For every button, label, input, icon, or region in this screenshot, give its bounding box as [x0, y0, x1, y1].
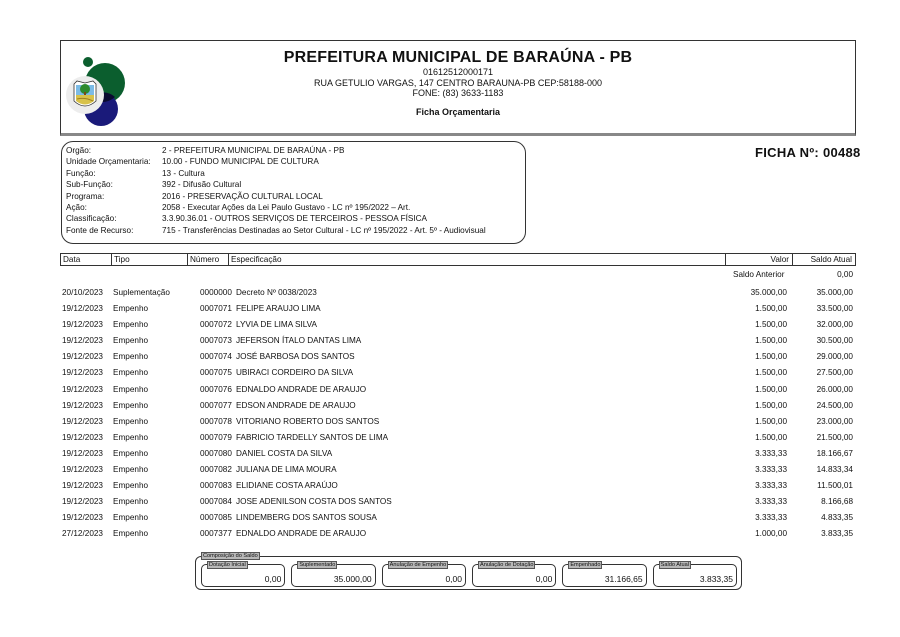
ficha-number — [755, 145, 861, 160]
composicao-cell-label: Suplementado — [299, 562, 336, 568]
row-balance: 18.166,67 — [816, 448, 853, 458]
info-row-funcao — [66, 168, 521, 179]
column-header-especificacao: Especificação — [229, 254, 726, 265]
column-header-valor: Valor — [726, 254, 793, 265]
row-type: Empenho — [113, 384, 149, 394]
row-balance: 14.833,34 — [816, 465, 853, 475]
row-balance: 11.500,01 — [817, 481, 853, 491]
row-value: 3.333,33 — [755, 448, 787, 458]
table-row — [60, 382, 856, 398]
row-specification: Decreto Nº 0038/2023 — [236, 288, 317, 297]
row-value: 1.500,00 — [755, 304, 787, 314]
row-specification: FABRICIO TARDELLY SANTOS DE LIMA — [236, 432, 389, 442]
info-value: 715 - Transferências Destinadas ao Setor Cultural - LC nº 195/2022 - Art. 5º - Audiovisual — [162, 225, 486, 235]
row-balance: 26.000,00 — [816, 384, 853, 394]
row-value: 35.000,00 — [750, 288, 787, 297]
transaction-table-body — [60, 285, 856, 543]
info-label: Programa: — [66, 191, 105, 201]
row-value: 1.500,00 — [755, 368, 787, 378]
composicao-cell-label: Dotação Inicial — [209, 562, 246, 568]
column-header-data: Data — [61, 254, 112, 265]
row-specification: EDNALDO ANDRADE DE ARAUJO — [236, 384, 367, 394]
table-row — [60, 349, 856, 365]
row-specification: JOSÉ BARBOSA DOS SANTOS — [236, 352, 355, 362]
info-label: Função: — [66, 168, 96, 178]
row-specification: UBIRACI CORDEIRO DA SILVA — [236, 368, 354, 378]
row-type: Empenho — [113, 432, 149, 442]
table-row — [60, 285, 856, 301]
row-number: 0007085 — [200, 513, 232, 523]
row-value: 3.333,33 — [755, 513, 787, 523]
info-label: Sub-Função: — [66, 180, 113, 190]
table-row — [60, 462, 856, 478]
row-number: 0007083 — [200, 481, 232, 491]
info-row-fonte — [66, 225, 521, 236]
composicao-cell-label: Saldo Atual — [660, 562, 689, 568]
row-specification: LYVIA DE LIMA SILVA — [236, 320, 317, 330]
composicao-cell — [201, 564, 285, 587]
composicao-cell-label: Empenhado — [570, 562, 601, 568]
row-date: 19/12/2023 — [62, 368, 103, 378]
page-title: PREFEITURA MUNICIPAL DE BARAÚNA - PB — [283, 49, 633, 66]
composicao-cell — [562, 564, 646, 587]
row-value: 1.500,00 — [755, 320, 787, 330]
info-label: Ação: — [66, 203, 87, 213]
info-value: 3.3.90.36.01 - OUTROS SERVIÇOS DE TERCEIROS - PESSOA FÍSICA — [162, 214, 427, 224]
composicao-cell — [291, 564, 375, 587]
info-label: Fonte de Recurso: — [66, 225, 134, 235]
table-row — [60, 478, 856, 494]
info-row-subfuncao — [66, 179, 521, 190]
row-balance: 24.500,00 — [816, 400, 853, 410]
row-number: 0007077 — [200, 400, 232, 410]
row-balance: 33.500,00 — [816, 304, 853, 314]
row-type: Empenho — [113, 400, 149, 410]
row-date: 19/12/2023 — [62, 400, 103, 410]
document-subtitle: Ficha Orçamentaria — [415, 106, 501, 117]
info-value: 13 - Cultura — [162, 168, 205, 178]
row-type: Suplementação — [113, 288, 170, 297]
row-date: 19/12/2023 — [62, 481, 103, 491]
composicao-saldo — [195, 553, 742, 590]
row-date: 19/12/2023 — [62, 448, 103, 458]
table-row — [60, 510, 856, 526]
saldo-anterior-label: Saldo Anterior — [733, 270, 785, 279]
row-number: 0007072 — [200, 320, 232, 330]
row-number: 0007075 — [200, 368, 232, 378]
phone: FONE: (83) 3633-1183 — [412, 88, 504, 98]
row-date: 19/12/2023 — [62, 352, 103, 362]
row-balance: 21.500,00 — [816, 432, 853, 442]
row-balance: 4.833,35 — [821, 513, 853, 523]
row-specification: ELIDIANE COSTA ARAÚJO — [236, 481, 338, 491]
row-balance: 8.166,68 — [821, 497, 853, 507]
row-specification: JEFERSON ÍTALO DANTAS LIMA — [236, 336, 362, 346]
row-value: 1.500,00 — [755, 432, 787, 442]
row-specification: DANIEL COSTA DA SILVA — [236, 448, 333, 458]
row-type: Empenho — [113, 368, 149, 378]
composicao-cell-value: 0,00 — [535, 574, 553, 584]
row-number: 0007082 — [200, 465, 232, 475]
row-number: 0007071 — [200, 304, 232, 314]
info-row-acao — [66, 202, 521, 213]
info-value: 2058 - Executar Ações da Lei Paulo Gustavo - LC nº 195/2022 – Art. — [162, 203, 411, 213]
info-label: Classificação: — [66, 214, 117, 224]
saldo-anterior-value: 0,00 — [837, 270, 853, 279]
table-header — [60, 253, 856, 266]
table-row — [60, 494, 856, 510]
row-date: 19/12/2023 — [62, 416, 103, 426]
composicao-cell — [382, 564, 466, 587]
row-type: Empenho — [113, 352, 149, 362]
column-header-numero: Número — [188, 254, 229, 265]
info-row-classificacao — [66, 213, 521, 224]
column-header-saldo: Saldo Atual — [810, 255, 852, 264]
ficha-value: 00488 — [822, 145, 861, 160]
table-row — [60, 365, 856, 381]
row-type: Empenho — [113, 513, 149, 523]
row-specification: FELIPE ARAUJO LIMA — [236, 304, 321, 314]
row-number: 0007377 — [200, 529, 232, 539]
info-row-unidade — [66, 156, 521, 167]
composicao-title: Composição do Saldo — [203, 553, 258, 559]
row-balance: 29.000,00 — [816, 352, 853, 362]
row-balance: 23.000,00 — [816, 416, 853, 426]
table-row — [60, 398, 856, 414]
composicao-cell-value: 3.833,35 — [699, 574, 733, 584]
row-date: 19/12/2023 — [62, 320, 103, 330]
row-specification: LINDEMBERG DOS SANTOS SOUSA — [236, 513, 377, 523]
composicao-cell-value: 31.166,65 — [604, 574, 643, 584]
row-number: 0000000 — [200, 288, 232, 297]
row-value: 1.500,00 — [755, 400, 787, 410]
info-label: Orgão: — [66, 146, 92, 155]
row-specification: EDSON ANDRADE DE ARAUJO — [236, 400, 356, 410]
ficha-label: FICHA Nº: — [755, 145, 820, 160]
budget-info-box — [61, 141, 526, 244]
composicao-cell — [472, 564, 556, 587]
column-header-tipo: Tipo — [112, 254, 188, 265]
composicao-cell-value: 0,00 — [264, 574, 282, 584]
table-row — [60, 317, 856, 333]
table-row — [60, 430, 856, 446]
row-type: Empenho — [113, 320, 149, 330]
row-number: 0007074 — [200, 352, 232, 362]
row-value: 3.333,33 — [755, 497, 787, 507]
row-value: 3.333,33 — [755, 465, 787, 475]
composicao-cell-label: Anulação de Dotação — [479, 562, 534, 568]
document-header — [60, 40, 856, 136]
composicao-cells — [201, 564, 737, 587]
row-balance: 27.500,00 — [816, 368, 853, 378]
row-value: 1.000,00 — [755, 529, 787, 539]
row-date: 19/12/2023 — [62, 336, 103, 346]
row-number: 0007084 — [200, 497, 232, 507]
table-row — [60, 446, 856, 462]
row-value: 1.500,00 — [755, 352, 787, 362]
info-value: 10.00 - FUNDO MUNICIPAL DE CULTURA — [162, 157, 319, 167]
row-date: 19/12/2023 — [62, 304, 103, 314]
row-date: 19/12/2023 — [62, 513, 103, 523]
row-type: Empenho — [113, 448, 149, 458]
table-row — [60, 526, 856, 542]
row-type: Empenho — [113, 497, 149, 507]
composicao-cell-label: Anulação de Empenho — [389, 562, 447, 568]
table-row — [60, 414, 856, 430]
row-date: 19/12/2023 — [62, 497, 103, 507]
row-value: 3.333,33 — [755, 481, 787, 491]
row-type: Empenho — [113, 304, 149, 314]
row-number: 0007076 — [200, 384, 232, 394]
row-date: 19/12/2023 — [62, 465, 103, 475]
table-row — [60, 301, 856, 317]
address: RUA GETULIO VARGAS, 147 CENTRO BARAUNA-PB CEP:58188-000 — [314, 77, 602, 88]
row-number: 0007080 — [200, 448, 232, 458]
info-value: 392 - Difusão Cultural — [162, 180, 242, 190]
row-specification: JULIANA DE LIMA MOURA — [236, 465, 337, 475]
composicao-cell — [653, 564, 737, 587]
info-value: 2 - PREFEITURA MUNICIPAL DE BARAÚNA - PB — [162, 146, 345, 155]
row-value: 1.500,00 — [755, 336, 787, 346]
row-specification: JOSE ADENILSON COSTA DOS SANTOS — [236, 497, 392, 507]
row-balance: 32.000,00 — [816, 320, 853, 330]
info-row-orgao — [66, 145, 521, 156]
composicao-cell-value: 0,00 — [445, 574, 462, 584]
row-specification: VITORIANO ROBERTO DOS SANTOS — [236, 416, 380, 426]
cnpj: 01612512000171 — [422, 67, 494, 77]
row-number: 0007073 — [200, 336, 232, 346]
info-label: Unidade Orçamentaria: — [66, 157, 151, 167]
row-date: 19/12/2023 — [62, 384, 103, 394]
row-balance: 30.500,00 — [816, 336, 853, 346]
row-type: Empenho — [113, 416, 149, 426]
table-row — [60, 333, 856, 349]
row-date: 19/12/2023 — [62, 432, 103, 442]
row-balance: 3.833,35 — [821, 529, 853, 539]
row-number: 0007078 — [200, 416, 232, 426]
info-value: 2016 - PRESERVAÇÃO CULTURAL LOCAL — [162, 191, 323, 201]
info-row-programa — [66, 191, 521, 202]
row-type: Empenho — [113, 481, 149, 491]
row-value: 1.500,00 — [755, 416, 787, 426]
row-type: Empenho — [113, 529, 149, 539]
row-balance: 35.000,00 — [816, 288, 853, 297]
row-number: 0007079 — [200, 432, 232, 442]
composicao-cell-value: 35.000,00 — [333, 574, 372, 584]
row-value: 1.500,00 — [755, 384, 787, 394]
row-date: 20/10/2023 — [62, 288, 103, 297]
row-specification: EDNALDO ANDRADE DE ARAUJO — [236, 529, 367, 539]
row-date: 27/12/2023 — [62, 529, 103, 539]
row-type: Empenho — [113, 465, 149, 475]
row-type: Empenho — [113, 336, 149, 346]
